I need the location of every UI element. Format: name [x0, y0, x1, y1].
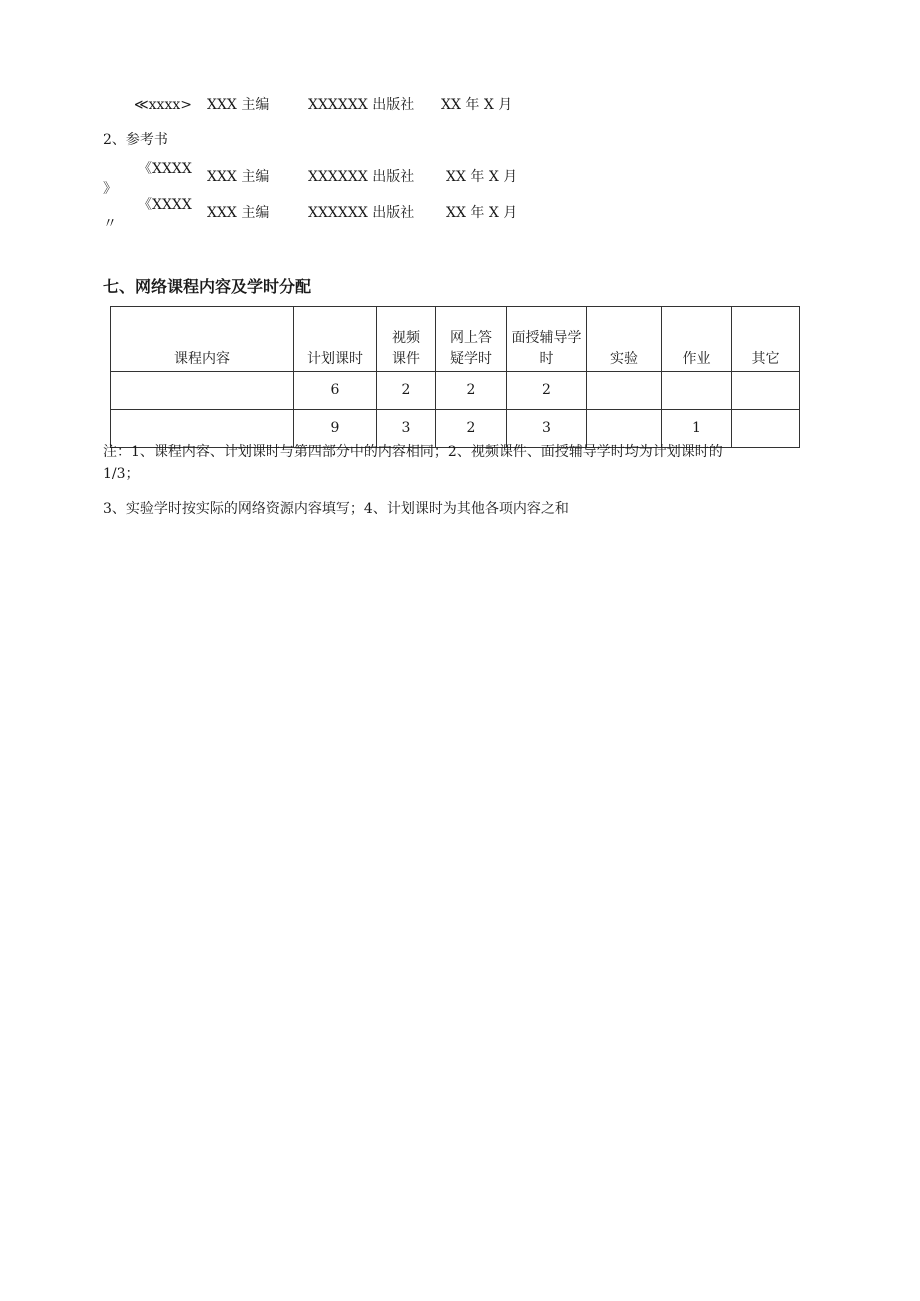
reference-heading: 2、参考书	[103, 132, 168, 148]
reference-book-date: XX 年 X 月	[446, 169, 518, 185]
reference-book-title-bottom: 》	[103, 181, 117, 197]
reference-book-date: XX 年 X 月	[446, 205, 518, 221]
table-cell: 6	[294, 372, 377, 410]
table-cell: 3	[377, 410, 436, 448]
table-note-line-2: 1/3；	[103, 466, 140, 482]
section-title: 七、网络课程内容及学时分配	[103, 277, 312, 296]
textbook-title: ≪xxxx>	[134, 97, 192, 113]
header-experiment: 实验	[587, 307, 662, 372]
reference-book-title-top: 《XXXX	[138, 161, 192, 177]
table-cell: 1	[662, 410, 732, 448]
table-header-row	[111, 307, 800, 372]
table-cell	[732, 372, 800, 410]
reference-book-editor: XXX 主编	[207, 205, 270, 221]
hours-allocation-table	[110, 306, 800, 448]
reference-book-publisher: XXXXXX 出版社	[308, 205, 415, 221]
header-other: 其它	[732, 307, 800, 372]
header-video-courseware: 视频 课件	[377, 307, 436, 372]
table-row	[111, 372, 800, 410]
table-cell	[111, 372, 294, 410]
header-course-content: 课程内容	[111, 307, 294, 372]
textbook-date: XX 年 X 月	[441, 97, 513, 113]
header-homework: 作业	[662, 307, 732, 372]
textbook-publisher: XXXXXX 出版社	[308, 97, 415, 113]
table-cell: 2	[436, 372, 507, 410]
table-cell: 3	[507, 410, 587, 448]
reference-book-title-top: 《XXXX	[138, 197, 192, 213]
table-note-line-1: 注：1、课程内容、计划课时与第四部分中的内容相同；2、视频课件、面授辅导学时均为计划课时的	[103, 444, 723, 460]
reference-book-publisher: XXXXXX 出版社	[308, 169, 415, 185]
reference-book-title-bottom: 〃	[103, 216, 117, 232]
textbook-editor: XXX 主编	[207, 97, 270, 113]
reference-book-editor: XXX 主编	[207, 169, 270, 185]
table-cell: 9	[294, 410, 377, 448]
table-cell	[662, 372, 732, 410]
table-cell	[587, 372, 662, 410]
table-cell: 2	[377, 372, 436, 410]
header-planned-hours: 计划课时	[294, 307, 377, 372]
header-online-qa-hours: 网上答 疑学时	[436, 307, 507, 372]
table-cell	[732, 410, 800, 448]
table-note-line-3: 3、实验学时按实际的网络资源内容填写；4、计划课时为其他各项内容之和	[103, 501, 569, 517]
table-cell: 2	[507, 372, 587, 410]
header-tutoring-hours: 面授辅导学 时	[507, 307, 587, 372]
table-cell: 2	[436, 410, 507, 448]
